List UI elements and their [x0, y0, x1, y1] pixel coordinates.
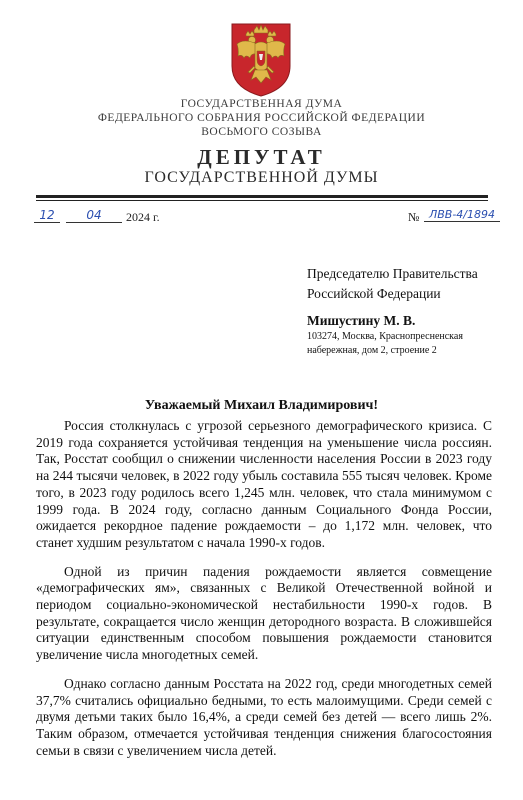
header-rule-thin — [36, 200, 488, 201]
institution-line-2: ФЕДЕРАЛЬНОГО СОБРАНИЯ РОССИЙСКОЙ ФЕДЕРАЦИИ — [97, 112, 426, 124]
header-rule-thick — [36, 195, 488, 198]
institution-line-1: ГОСУДАРСТВЕННАЯ ДУМА — [180, 98, 343, 110]
body-paragraph: Однако согласно данным Росстата на 2022 год, среди многодетных семей 37,7% считались официально бедными, то есть малоимущими. Среди семей с двумя детьми таких было 16,4%, а среди семей без детей — всего лишь 2%. Таким образом, отмечается устойчивая тенденция снижения благосостояния семьи в связи с увеличением числа детей. — [36, 675, 492, 758]
letterhead-title: ДЕПУТАТ — [197, 145, 326, 169]
date-year: 2024 г. — [126, 210, 160, 224]
body-paragraph: Одной из причин падения рождаемости является совмещение «демографических ям», связанных с Великой Отечественной войной и периодом социально-экономической нестабильности 1990-х годов. В результате, сокращается число женщин детородного возраста. В сложившейся ситуации единственным способом повышения рождаемости становится увеличение числа многодетных семей. — [36, 563, 492, 663]
addressee-line-1: Председателю Правительства — [307, 266, 478, 281]
salutation: Уважаемый Михаил Владимирович! — [144, 398, 379, 413]
letter-body — [36, 418, 492, 771]
date-month: 04 — [66, 208, 122, 223]
body-paragraph: Россия столкнулась с угрозой серьезного демографического кризиса. С 2019 года сохраняется устойчивая тенденция на уменьшение числа россиян. Так, Росстат сообщил о снижении численности населения России в 2023 году на 244 тысячи человек, в 2022 году убыль составила 555 тысяч человек. Кроме того, в 2023 году родилось всего 1,245 млн. человек, что стала минимумом с 1999 года. В 2024 году, согласно данным Социального Фонда России, ожидается рекордное падение рождаемости – до 1,172 млн. человек, что станет худшим результатом с начала 1990-х годов. — [36, 418, 492, 550]
addressee-line-2: Российской Федерации — [307, 286, 441, 301]
number-label: № — [408, 210, 420, 224]
date-number-line — [0, 206, 523, 228]
institution-line-3: ВОСЬМОГО СОЗЫВА — [201, 126, 322, 138]
addressee-address-2: набережная, дом 2, строение 2 — [307, 345, 437, 356]
addressee-address-1: 103274, Москва, Краснопресненская — [307, 331, 463, 342]
registration-number: ЛВВ-4/1894 — [424, 208, 500, 222]
coat-of-arms-emblem — [224, 20, 298, 98]
addressee-name: Мишустину М. В. — [307, 313, 416, 328]
date-day: 12 — [34, 208, 60, 223]
letterhead-subtitle: ГОСУДАРСТВЕННОЙ ДУМЫ — [144, 169, 379, 186]
